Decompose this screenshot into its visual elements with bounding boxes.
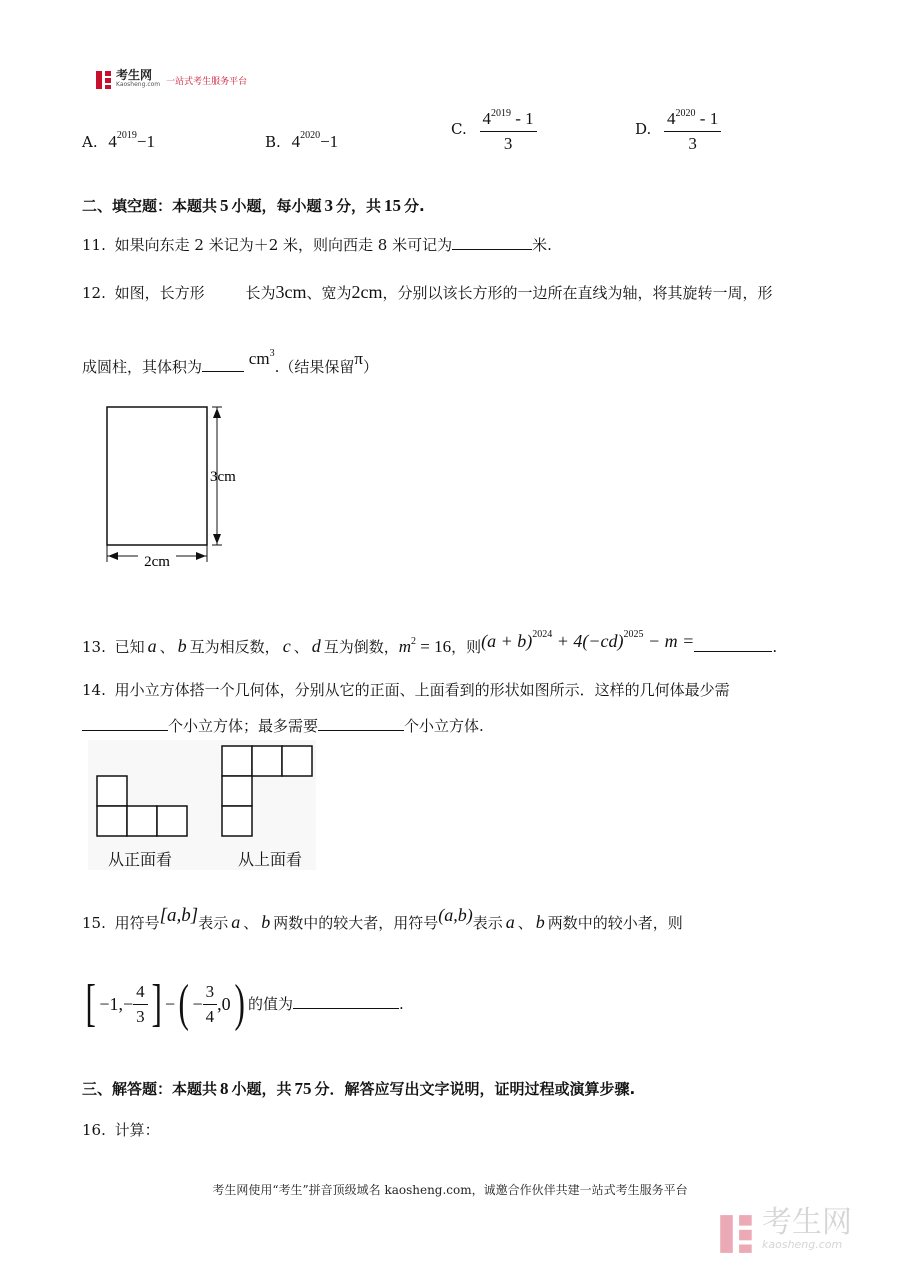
q16-number: 16.: [82, 1121, 106, 1139]
logo-text: 考生网: [116, 68, 153, 82]
header-tagline: 一站式考生服务平台: [166, 76, 248, 87]
q15-text-4: 表示: [472, 914, 503, 932]
q12-text-4: ，分别以该长方形的一边所在直线为轴，将其旋转一周，形: [382, 284, 773, 302]
q15-sep-1: 、: [243, 914, 259, 932]
q14-top-view: [221, 745, 315, 839]
q13-end: .: [772, 638, 778, 656]
q13-m: m: [398, 637, 411, 656]
q13-answer-blank[interactable]: [694, 637, 772, 652]
option-b-label: B.: [265, 133, 281, 151]
q15-frac1-den: 3: [136, 1006, 145, 1026]
height-label: 3cm: [210, 469, 236, 485]
left-bracket-icon: [: [85, 975, 96, 1032]
option-c-num-tail: - 1: [511, 109, 534, 128]
q15-var-b-2: b: [535, 912, 545, 932]
q12-length: 3cm: [275, 282, 307, 302]
q13-sep-1: 、: [159, 638, 175, 656]
q15-frac1-num: 4: [133, 982, 148, 1005]
option-c-num-exp: 2019: [491, 108, 511, 119]
question-11: [82, 235, 552, 255]
option-a: [82, 126, 155, 152]
q13-m-exp: 2: [411, 636, 416, 647]
option-b: [265, 126, 338, 152]
question-15-line2: [82, 975, 404, 1032]
q12-unit: cm: [248, 349, 270, 368]
q13-expr-2: + 4(−cd): [552, 631, 624, 651]
option-d-num-exp: 2020: [675, 108, 696, 119]
q14-text-1: 用小立方体搭一个几何体，分别从它的正面、上面看到的形状如图所示．这样的几何体最少需: [114, 681, 730, 699]
q16-text: 计算：: [114, 1121, 160, 1139]
option-d-label: D.: [635, 120, 652, 138]
q15-frac2-num: 3: [203, 982, 218, 1005]
q15-answer-blank[interactable]: [293, 994, 399, 1009]
q13-var-c: c: [282, 636, 291, 656]
watermark-logo-icon: [718, 1213, 756, 1255]
option-b-exp: 2020: [300, 130, 321, 141]
watermark-text: 考生网: [762, 1205, 852, 1240]
q12-text-5: 成圆柱，其体积为: [82, 358, 203, 376]
q12-text-2: 长为: [245, 284, 276, 302]
right-paren-icon: ): [234, 975, 245, 1032]
q14-text-3: 个小立方体.: [404, 717, 484, 735]
question-13: [82, 630, 777, 657]
question-12-line1: [82, 282, 772, 303]
q15-expr-1: −1,−: [99, 993, 134, 1014]
q14-front-view: [96, 775, 190, 839]
q15-text-5: 两数中的较小者，则: [547, 914, 683, 932]
q13-var-d: d: [311, 636, 321, 656]
section2-heading: 二、填空题：本题共 5 小题，每小题 3 分，共 15 分.: [82, 196, 425, 215]
q15-number: 15.: [82, 914, 106, 932]
height-arrow-bottom-icon: [213, 534, 221, 544]
option-d-num-tail: - 1: [695, 109, 719, 128]
q15-minus: −: [164, 993, 176, 1014]
option-d-den: 3: [688, 134, 697, 153]
q15-text-2: 表示: [198, 914, 229, 932]
q12-text-1: 如图，长方形: [114, 284, 205, 302]
q13-text-4: ，则: [451, 638, 482, 656]
q14-front-caption: 从正面看: [108, 852, 173, 869]
footer-text: 考生网使用“考生”拼音顶级域名 kaosheng.com，诚邀合作伙伴共建一站式考生服务平台: [212, 1183, 688, 1197]
header-logo: [95, 70, 247, 90]
option-c-den: 3: [503, 134, 513, 153]
question-14-line1: [82, 680, 730, 700]
option-b-tail: −1: [320, 132, 339, 151]
width-arrow-right-icon: [196, 552, 206, 560]
q13-m-val: = 16: [416, 637, 452, 656]
q15-sep-2: 、: [517, 914, 533, 932]
width-label: 2cm: [144, 554, 170, 570]
q13-sep-2: 、: [293, 638, 309, 656]
q13-text-1: 已知: [114, 638, 145, 656]
q15-text-1: 用符号: [114, 914, 160, 932]
q12-answer-blank[interactable]: [202, 357, 244, 372]
option-a-exp: 2019: [116, 130, 137, 141]
q15-end: .: [398, 995, 404, 1013]
watermark: [718, 1205, 852, 1256]
q15-var-a-2: a: [505, 912, 515, 932]
q12-rectangle-figure: [100, 400, 260, 575]
q15-text-6: 的值为: [247, 995, 293, 1013]
q15-symbol-max: [a,b]: [159, 905, 199, 926]
left-paren-icon: (: [178, 975, 189, 1032]
option-d-num-base: 4: [667, 109, 676, 128]
option-c: [451, 104, 537, 154]
q12-text-7: ）: [362, 358, 378, 376]
q14-number: 14.: [82, 681, 106, 699]
right-bracket-icon: ]: [151, 975, 162, 1032]
q13-var-b: b: [177, 636, 187, 656]
q14-min-blank[interactable]: [82, 716, 168, 731]
q12-text-6: .（结果保留: [274, 358, 355, 376]
q13-exp-2: 2025: [623, 629, 644, 640]
q13-number: 13.: [82, 638, 106, 656]
q13-var-a: a: [147, 636, 157, 656]
question-15-line1: [82, 905, 683, 933]
q14-max-blank[interactable]: [318, 716, 404, 731]
q11-text: 如果向东走 2 米记为＋2 米，则向西走 8 米可记为: [114, 236, 453, 254]
kaosheng-logo-icon: [95, 70, 113, 90]
q13-text-2: 互为相反数，: [189, 638, 280, 656]
q15-expr-2: −: [192, 993, 203, 1014]
option-b-base: 4: [291, 132, 301, 151]
height-arrow-top-icon: [213, 408, 221, 418]
logo-sub: Kaosheng.com: [116, 81, 161, 88]
question-16: [82, 1120, 160, 1140]
width-arrow-left-icon: [108, 552, 118, 560]
q12-pi: π: [354, 349, 363, 368]
question-12-line2: [82, 348, 378, 377]
q15-var-b: b: [261, 912, 271, 932]
q12-unit-exp: 3: [269, 348, 275, 359]
rectangle-shape: [107, 407, 207, 545]
q14-top-caption: 从上面看: [238, 852, 303, 869]
q15-text-3: 两数中的较大者，用符号: [273, 914, 439, 932]
q12-text-3: 、宽为: [306, 284, 352, 302]
q15-expr-3: ,0: [217, 993, 231, 1014]
option-a-base: 4: [108, 132, 117, 151]
q12-number: 12.: [82, 284, 106, 302]
q11-tail: 米.: [532, 236, 552, 254]
q15-symbol-min: (a,b): [438, 905, 473, 925]
q14-text-2: 个小立方体；最多需要: [168, 717, 319, 735]
question-14-line2: [82, 716, 484, 736]
section3-heading: 三、解答题：本题共 8 小题，共 75 分．解答应写出文字说明，证明过程或演算步骤.: [82, 1079, 636, 1098]
option-a-tail: −1: [136, 132, 155, 151]
option-c-num-base: 4: [482, 109, 491, 128]
q11-answer-blank[interactable]: [452, 235, 532, 250]
q13-text-3: 互为倒数，: [323, 638, 399, 656]
q11-number: 11.: [82, 236, 106, 254]
q15-var-a: a: [231, 912, 241, 932]
q13-expr-1: (a + b): [481, 631, 533, 651]
watermark-sub: kaosheng.com: [762, 1238, 843, 1251]
q13-expr-3: − m =: [643, 631, 695, 651]
option-c-label: C.: [451, 120, 467, 138]
q12-width: 2cm: [351, 282, 383, 302]
q13-exp-1: 2024: [532, 629, 553, 640]
q15-frac2-den: 4: [205, 1006, 215, 1026]
option-d: [635, 104, 721, 154]
option-a-label: A.: [82, 133, 98, 151]
